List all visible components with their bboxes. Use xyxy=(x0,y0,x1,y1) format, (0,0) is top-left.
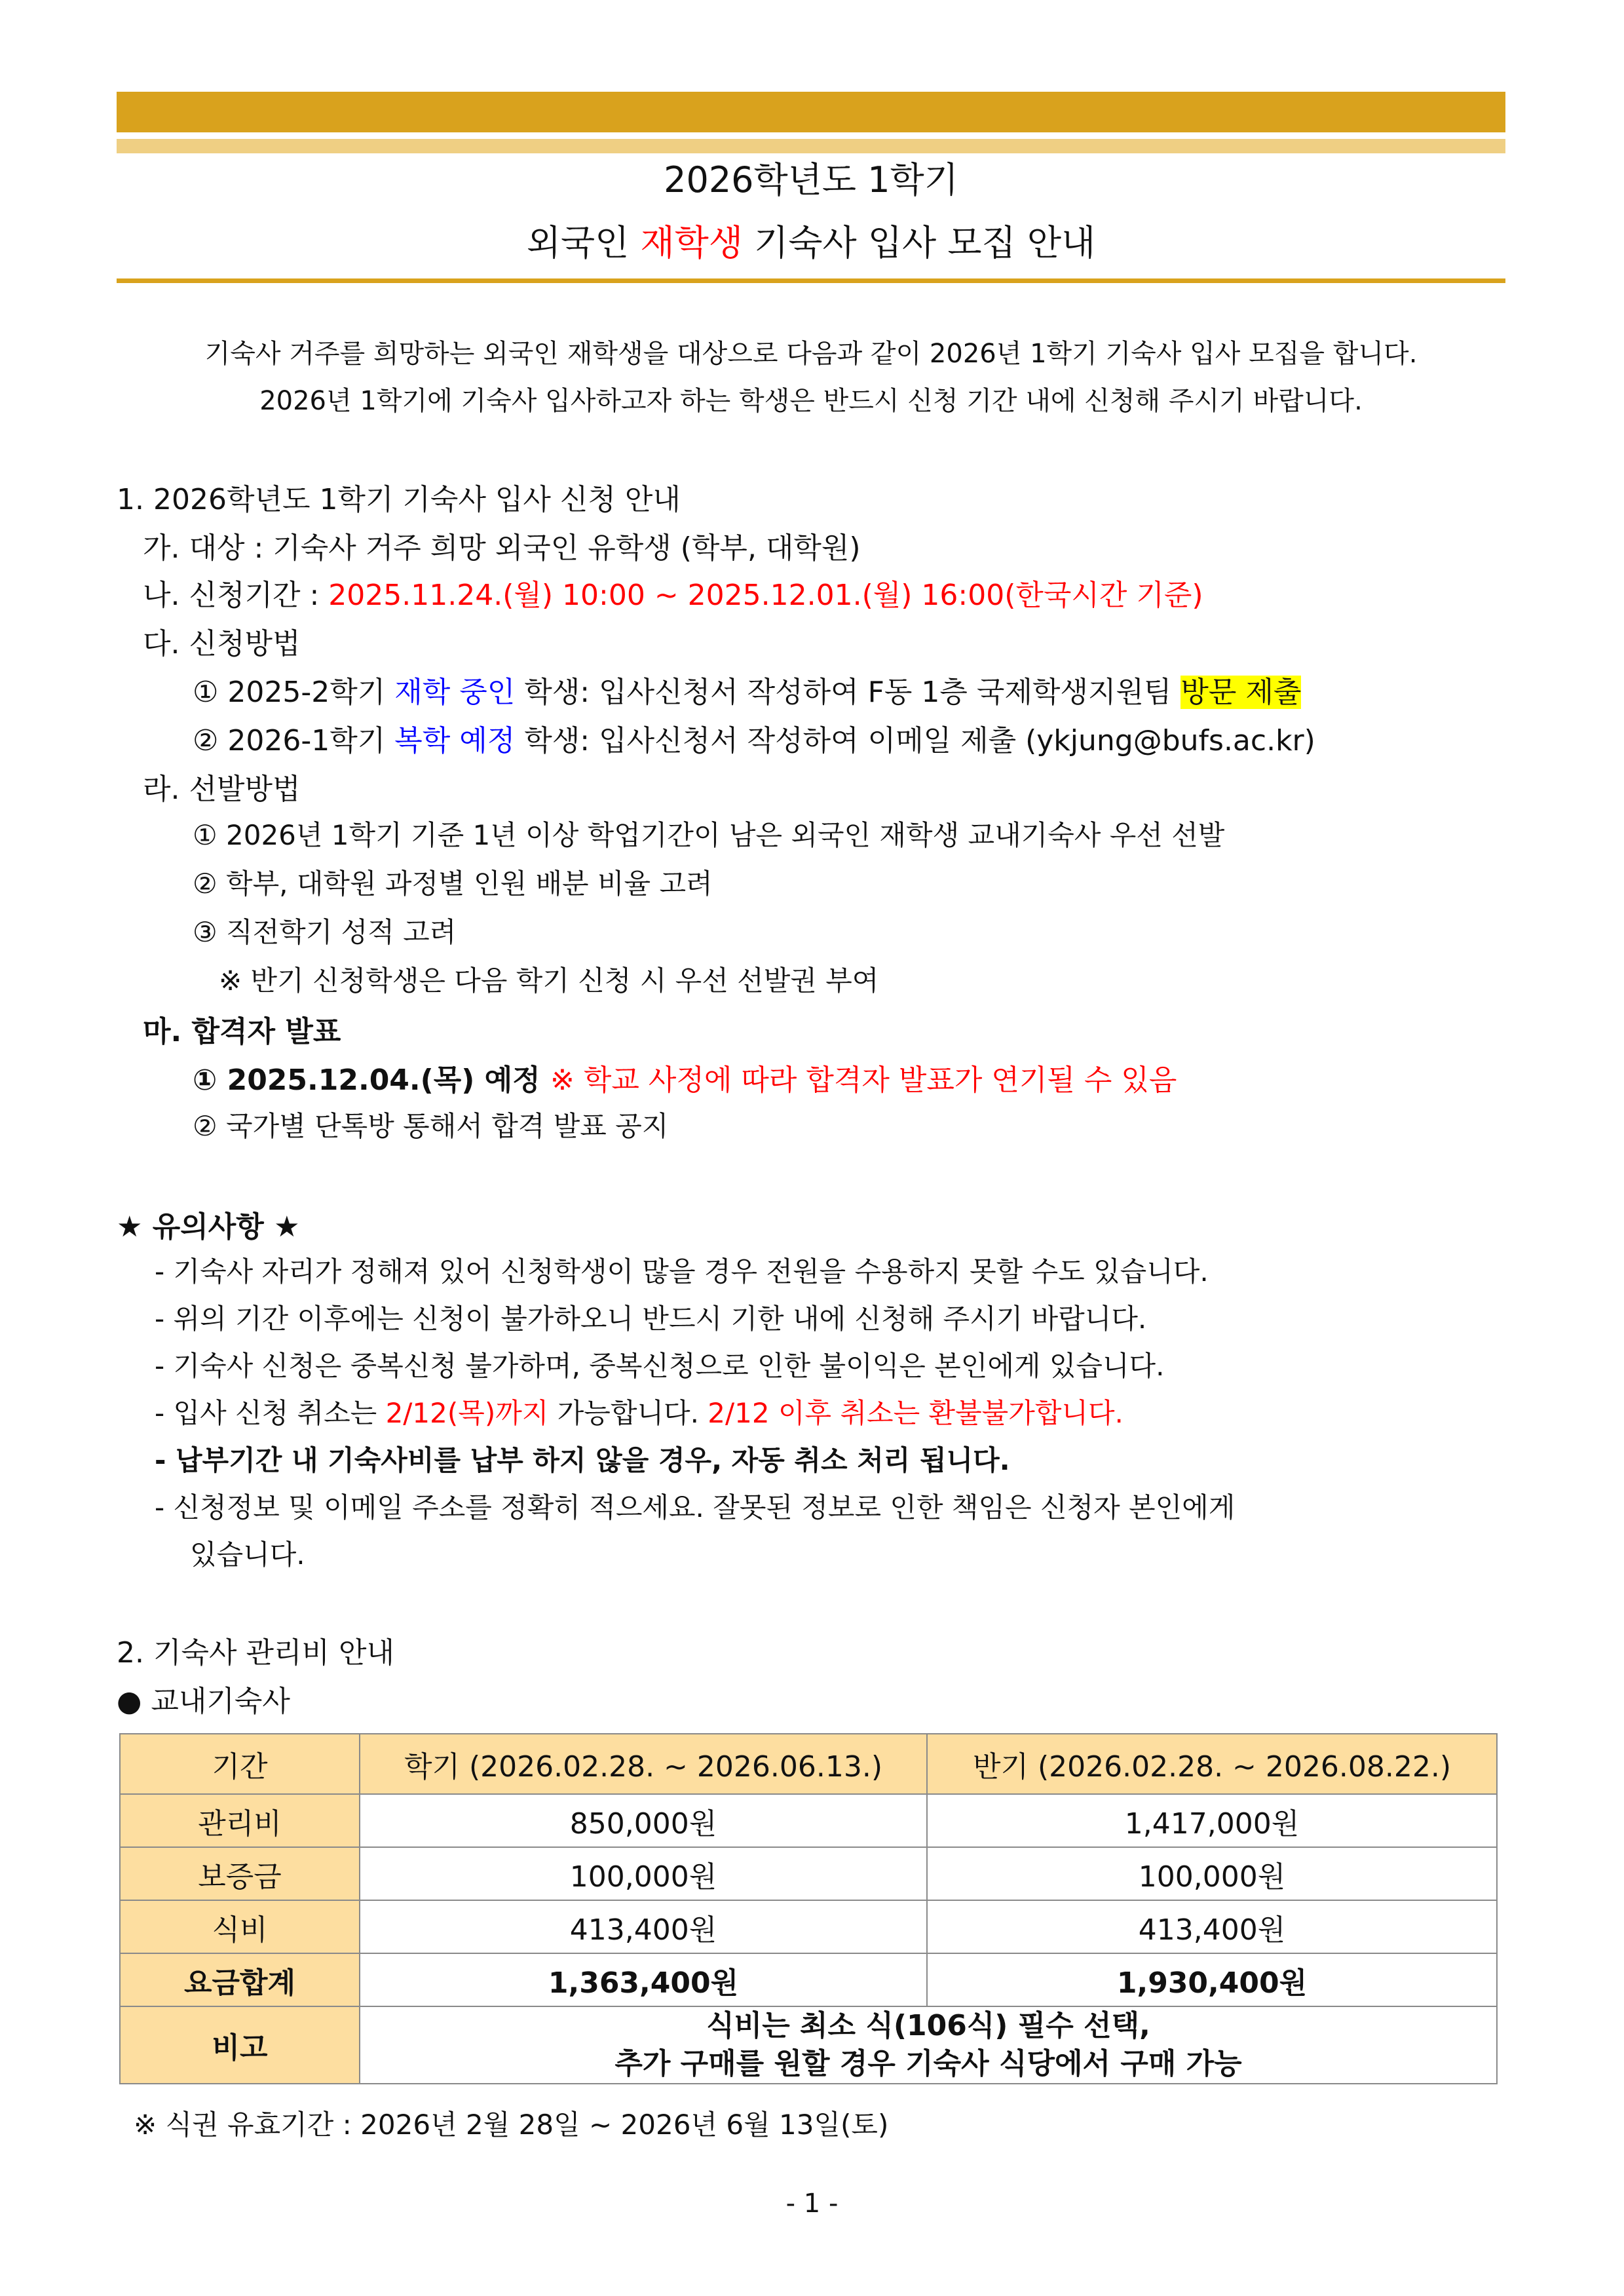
half-total: 1,930,400원 xyxy=(927,1953,1497,2006)
header-light-bar xyxy=(117,139,1505,153)
method-heading: 다. 신청방법 xyxy=(143,627,301,660)
row-label: 관리비 xyxy=(120,1794,360,1847)
semester-value: 413,400원 xyxy=(360,1900,927,1953)
method-item-1: ① 2025-2학기 재학 중인 학생: 입사신청서 작성하여 F동 1층 국제학생지원팀 방문 제출 xyxy=(193,676,1302,709)
remark-label: 비고 xyxy=(120,2006,360,2084)
header-cell-period: 기간 xyxy=(120,1734,360,1794)
section2-heading: 2. 기숙사 관리비 안내 xyxy=(117,1636,394,1670)
method-item-2: ② 2026-1학기 복학 예정 학생: 입사신청서 작성하여 이메일 제출 (ykjung@bufs.ac.kr) xyxy=(193,724,1315,757)
remark-text xyxy=(360,2006,1497,2084)
selection-item-3: ③ 직전학기 성적 고려 xyxy=(193,916,457,948)
header-gold-bar xyxy=(117,92,1505,132)
section1-heading: 1. 2026학년도 1학기 기숙사 입사 신청 안내 xyxy=(117,483,681,516)
half-value: 1,417,000원 xyxy=(927,1794,1497,1847)
selection-heading: 라. 선발방법 xyxy=(143,773,301,806)
note-2: - 위의 기간 이후에는 신청이 불가하오니 반드시 기한 내에 신청해 주시기 바랍니다. xyxy=(155,1303,1147,1335)
remark-line-2: 추가 구매를 원할 경우 기숙사 식당에서 구매 가능 xyxy=(614,2047,1242,2080)
semester-value: 850,000원 xyxy=(360,1794,927,1847)
note-4: - 입사 신청 취소는 2/12(목)까지 가능합니다. 2/12 이후 취소는 환불불가합니다. xyxy=(155,1397,1124,1429)
row-label: 보증금 xyxy=(120,1847,360,1900)
on-campus-dorm-label: ● 교내기숙사 xyxy=(117,1685,290,1718)
table-header-row xyxy=(120,1734,1497,1794)
table-row xyxy=(120,1847,1497,1900)
table-total-row xyxy=(120,1953,1497,2006)
table-row xyxy=(120,1794,1497,1847)
header-cell-semester: 학기 (2026.02.28. ~ 2026.06.13.) xyxy=(360,1734,927,1794)
period-item: 나. 신청기간 : 2025.11.24.(월) 10:00 ~ 2025.12.01.(월) 16:00(한국시간 기준) xyxy=(143,579,1203,612)
table-remark-row xyxy=(120,2006,1497,2084)
note-3: - 기숙사 신청은 중복신청 불가하며, 중복신청으로 인한 불이익은 본인에게 있습니다. xyxy=(155,1350,1165,1382)
semester-total: 1,363,400원 xyxy=(360,1953,927,2006)
title-divider xyxy=(117,278,1505,283)
page-title-line1: 2026학년도 1학기 xyxy=(664,159,958,201)
selection-note: ※ 반기 신청학생은 다음 학기 신청 시 우선 선발권 부여 xyxy=(219,965,879,997)
remark-line-1: 식비는 최소 식(106식) 필수 선택, xyxy=(706,2009,1150,2042)
page-title-line2: 외국인 재학생 기숙사 입사 모집 안내 xyxy=(526,222,1096,263)
meal-ticket-note: ※ 식권 유효기간 : 2026년 2월 28일 ~ 2026년 6월 13일(토) xyxy=(134,2109,889,2141)
announcement-heading: 마. 합격자 발표 xyxy=(143,1015,341,1048)
target-item: 가. 대상 : 기숙사 거주 희망 외국인 유학생 (학부, 대학원) xyxy=(143,531,861,565)
table-row xyxy=(120,1900,1497,1953)
note-6-line2: 있습니다. xyxy=(190,1539,305,1571)
note-6-line1: - 신청정보 및 이메일 주소를 정확히 적으세요. 잘못된 정보로 인한 책임은 신청자 본인에게 xyxy=(155,1491,1236,1523)
fee-table xyxy=(119,1733,1498,2084)
row-label: 요금합계 xyxy=(120,1953,360,2006)
header-cell-half: 반기 (2026.02.28. ~ 2026.08.22.) xyxy=(927,1734,1497,1794)
note-1: - 기숙사 자리가 정해져 있어 신청학생이 많을 경우 전원을 수용하지 못할 수도 있습니다. xyxy=(155,1255,1209,1288)
intro-line2: 2026년 1학기에 기숙사 입사하고자 하는 학생은 반드시 신청 기간 내에 신청해 주시기 바랍니다. xyxy=(259,386,1363,416)
selection-item-2: ② 학부, 대학원 과정별 인원 배분 비율 고려 xyxy=(193,868,713,900)
half-value: 413,400원 xyxy=(927,1900,1497,1953)
selection-item-1: ① 2026년 1학기 기준 1년 이상 학업기간이 남은 외국인 재학생 교내기숙사 우선 선발 xyxy=(193,819,1225,851)
intro-line1: 기숙사 거주를 희망하는 외국인 재학생을 대상으로 다음과 같이 2026년 1학기 기숙사 입사 모집을 합니다. xyxy=(204,339,1418,369)
announcement-item-1: ① 2025.12.04.(목) 예정 ※ 학교 사정에 따라 합격자 발표가 연기될 수 있음 xyxy=(193,1063,1177,1097)
announcement-item-2: ② 국가별 단톡방 통해서 합격 발표 공지 xyxy=(193,1110,669,1142)
note-5: - 납부기간 내 기숙사비를 납부 하지 않을 경우, 자동 취소 처리 됩니다. xyxy=(155,1444,1010,1476)
notes-heading: ★ 유의사항 ★ xyxy=(117,1210,300,1244)
page-number: - 1 - xyxy=(785,2189,839,2219)
row-label: 식비 xyxy=(120,1900,360,1953)
half-value: 100,000원 xyxy=(927,1847,1497,1900)
semester-value: 100,000원 xyxy=(360,1847,927,1900)
